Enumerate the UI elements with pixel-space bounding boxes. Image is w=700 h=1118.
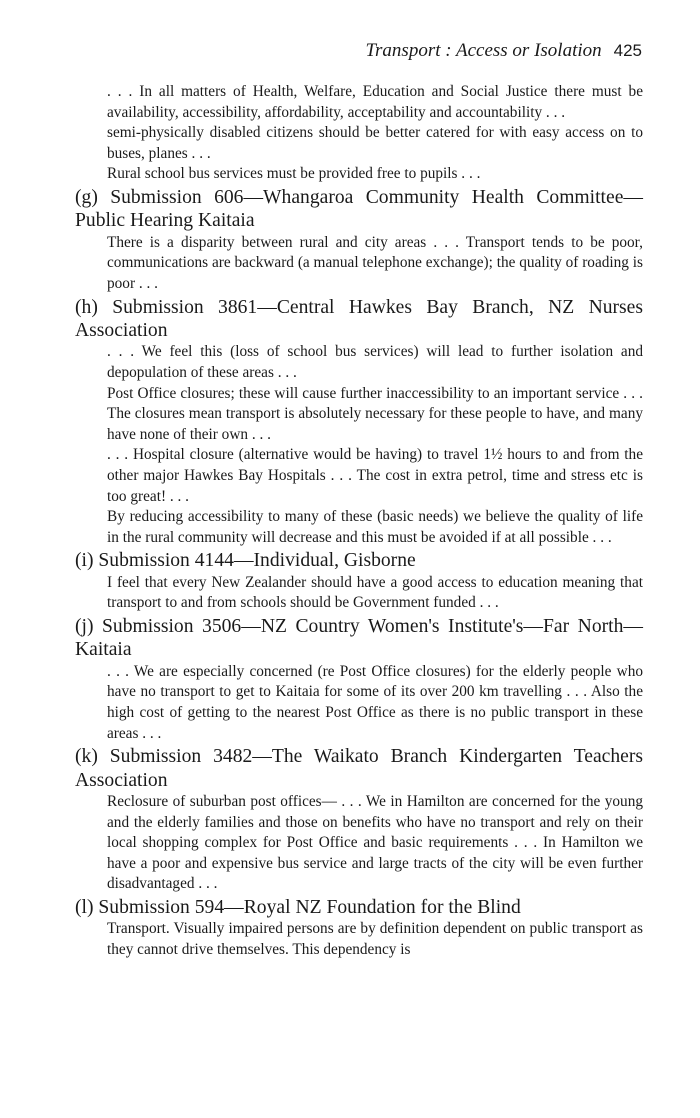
page-body [75,82,643,960]
quote-paragraph: By reducing accessibility to many of these (basic needs) we believe the quality of life in the rural community will decrease and this must be avoided if at all possible . . . [107,508,643,546]
running-title: Transport : Access or Isolation [365,40,602,61]
quote-paragraph: semi-physically disabled citizens should be better catered for with easy access on to buses, planes . . . [107,124,643,162]
submission-heading-k: (k) Submission 3482—The Waikato Branch Kindergarten Teachers Association [75,746,643,791]
quote-paragraph: . . . We are especially concerned (re Post Office closures) for the elderly people who have no transport to get to Kaitaia for some of its over 200 km travelling . . . Also the high cost of getting to the nearest Post Office as there is no public transport in these areas . . . [107,662,643,742]
page-number: 425 [613,41,642,60]
quote-paragraph: Rural school bus services must be provided free to pupils . . . [107,165,481,183]
submission-heading-l: (l) Submission 594—Royal NZ Foundation for the Blind [75,896,521,918]
running-head [366,40,642,62]
quote-paragraph: . . . Hospital closure (alternative would be having) to travel 1½ hours to and from the other major Hawkes Bay Hospitals . . . The cost in extra petrol, time and stress etc is too great! . . . [107,446,643,505]
submission-heading-i: (i) Submission 4144—Individual, Gisborne [75,550,416,572]
quote-paragraph: Post Office closures; these will cause further inaccessibility to an important service . . . The closures mean transport is absolutely necessary for these people to have, and many have none of their own . . . [107,384,643,443]
quote-paragraph: I feel that every New Zealander should have a good access to education meaning that transport to and from schools should be Government funded . . . [107,573,643,612]
quote-paragraph: Transport. Visually impaired persons are by definition dependent on public transport as they cannot drive themselves. This dependency is [107,920,643,958]
quote-paragraph: . . . We feel this (loss of school bus services) will lead to further isolation and depopulation of these areas . . . [107,343,643,381]
quote-paragraph: There is a disparity between rural and city areas . . . Transport tends to be poor, communications are backward (a manual telephone exchange); the quality of roading is poor . . . [107,233,643,292]
quote-paragraph: Reclosure of suburban post offices— . . . We in Hamilton are concerned for the young and the elderly families and those on benefits who have no transport and rely on their local shopping complex for Post Office and basic requirements . . . In Hamilton we have a poor and expensive bus service and large tracts of the city will be even further disadvantaged . . . [107,792,643,893]
submission-heading-j: (j) Submission 3506—NZ Country Women's Institute's—Far North—Kaitaia [75,615,643,661]
quote-paragraph: . . . In all matters of Health, Welfare, Education and Social Justice there must be availability, accessibility, affordability, acceptability and accountability . . . [107,83,643,121]
submission-heading-h: (h) Submission 3861—Central Hawkes Bay Branch, NZ Nurses Association [75,296,643,341]
submission-heading-g: (g) Submission 606—Whangaroa Community Health Committee—Public Hearing Kaitaia [75,186,643,232]
